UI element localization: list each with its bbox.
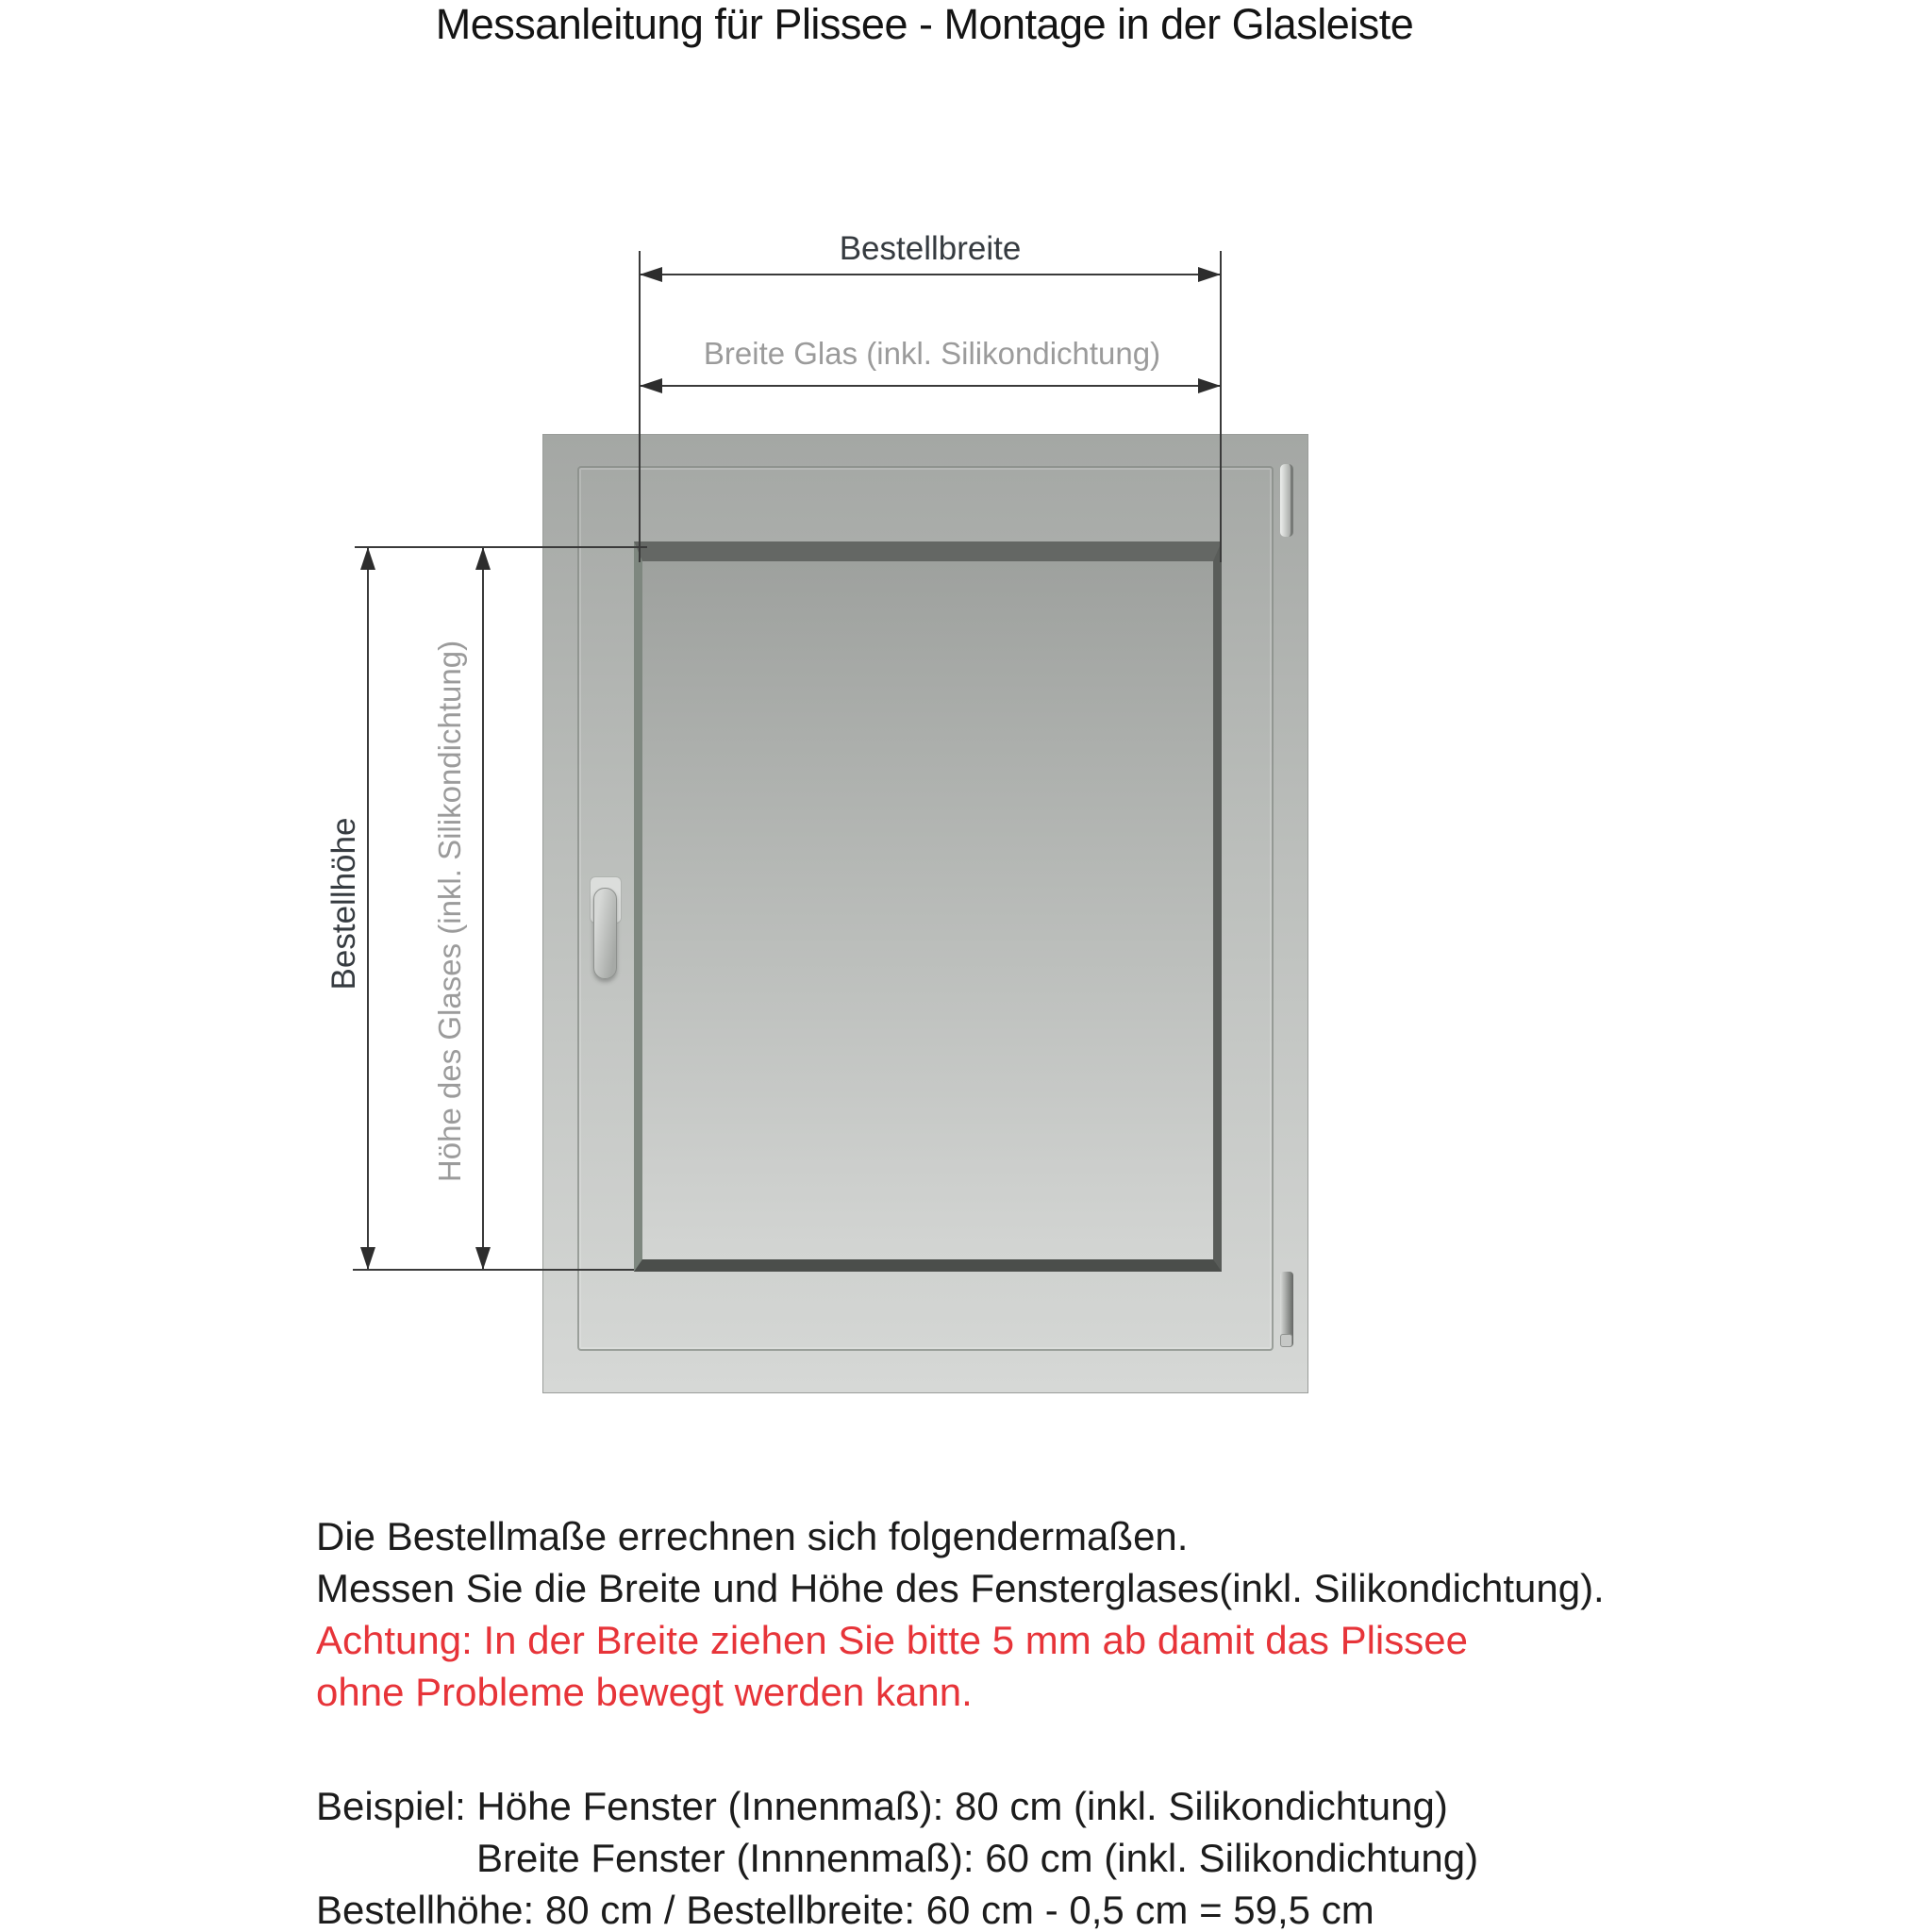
instructions-block: [316, 1510, 1605, 1718]
glass-width-arrow: [641, 385, 1220, 387]
extension-line-bottom: [353, 1269, 634, 1271]
order-height-label: Bestellhöhe: [325, 817, 362, 991]
page-title: Messanleitung für Plissee - Montage in der Glasleiste: [435, 0, 1414, 48]
instruction-line-1: Die Bestellmaße errechnen sich folgendermaßen.: [316, 1514, 1189, 1558]
glass-height-label: Höhe des Glases (inkl. Silikondichtung): [432, 640, 467, 1183]
window-hinge-bottom-foot: [1280, 1334, 1292, 1347]
warning-line-2: ohne Probleme bewegt werden kann.: [316, 1670, 973, 1714]
warning-line-1: Achtung: In der Breite ziehen Sie bitte 5 mm ab damit das Plissee: [316, 1618, 1468, 1662]
glass-width-label: Breite Glas (inkl. Silikondichtung): [703, 336, 1161, 371]
example-line-2: Breite Fenster (Innnenmaß): 60 cm (inkl. Silikondichtung): [476, 1836, 1479, 1880]
order-width-arrow: [641, 274, 1220, 275]
order-width-label: Bestellbreite: [839, 230, 1022, 267]
window-handle-grip: [593, 888, 617, 979]
example-block: [316, 1780, 1478, 1932]
order-height-arrow: [367, 548, 369, 1269]
glass-height-arrow: [482, 548, 484, 1269]
extension-line-right: [1220, 251, 1222, 562]
window-hinge-top: [1280, 464, 1293, 537]
window-frame: [542, 434, 1308, 1393]
instruction-line-2: Messen Sie die Breite und Höhe des Fensterglases(inkl. Silikondichtung).: [316, 1566, 1605, 1610]
extension-line-left: [639, 251, 641, 562]
example-line-3: Bestellhöhe: 80 cm / Bestellbreite: 60 cm - 0,5 cm = 59,5 cm: [316, 1888, 1374, 1932]
extension-line-top: [355, 546, 647, 548]
example-line-1: Beispiel: Höhe Fenster (Innenmaß): 80 cm (inkl. Silikondichtung): [316, 1784, 1448, 1828]
window-glass: [634, 541, 1222, 1272]
